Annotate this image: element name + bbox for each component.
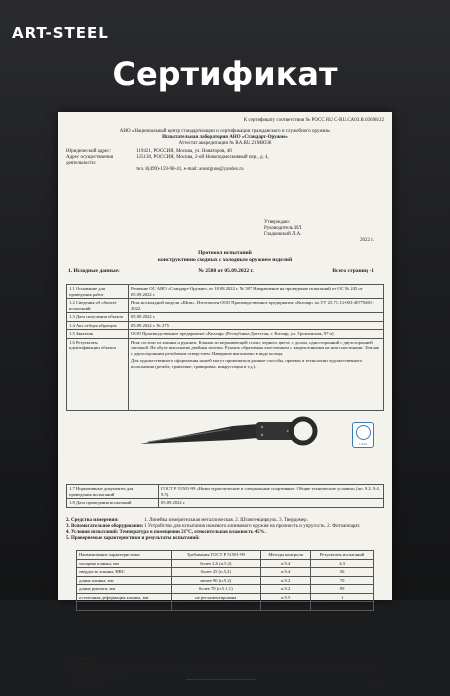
results-cell: п.9.4 xyxy=(260,568,310,577)
row-identification-label: 1.6 Результаты идентификации объекта xyxy=(67,338,129,410)
section-1-title: 1. Исходные данные: xyxy=(68,268,120,274)
row-identification-note: Для художественного оформления ножей могут применяться разные способы, приемы и технологии художественного исполнения (резьба, травление, гравировка, инкрустация и т.д.). xyxy=(131,358,363,369)
results-cell: более 25 (п.5.2) xyxy=(171,568,260,577)
results-cell: длина клинка менее 90 мм (п.5.2) xyxy=(171,602,260,611)
results-heading: 5. Проверяемые характеристики и результаты испытаний: xyxy=(66,536,200,541)
results-col-header: Результаты испытаний xyxy=(311,551,374,560)
table-row xyxy=(77,593,374,602)
tester-label: Испытания провел xyxy=(66,684,106,689)
results-cell: не регламентирована xyxy=(171,593,260,602)
aux-equipment-label: 3. Вспомогательное оборудование: xyxy=(66,524,144,529)
approve-label: Утверждаю: xyxy=(264,220,291,225)
results-cell: п.9.2 xyxy=(260,585,310,594)
approval-block xyxy=(264,220,374,244)
protocol-title xyxy=(58,250,392,263)
results-cell: 99 xyxy=(311,585,374,594)
standards-table xyxy=(66,484,384,508)
results-cell: 56 xyxy=(311,568,374,577)
test-conditions: 4. Условия испытаний: Температура в помещении 21°С, относительная влажность 45%. xyxy=(66,530,266,535)
results-cell: соответствует xyxy=(311,602,374,611)
tester-block xyxy=(355,684,384,696)
row-customer-label: 1.5 Заказчик xyxy=(67,330,129,339)
results-col-header: Наименование характеристики xyxy=(77,551,172,560)
legal-address-label: Юридический адрес: xyxy=(66,149,111,154)
results-cell: более 2,6 (п.5.2) xyxy=(171,559,260,568)
doc-org-name: АНО «Национальный центр стандартизации и сертификации гражданского и служебного оружия» xyxy=(119,129,331,134)
doc-annex: К сертификату соответствия № РОСС RU C-RU.CA03.B.03698/22 xyxy=(243,118,384,123)
results-cell: твердость клинка, HRC xyxy=(77,568,172,577)
doc-lab-name: Испытательная лаборатория АНО «Стандарт-Оружие» xyxy=(162,135,288,140)
results-cell: менее 90 (п.5.2) xyxy=(171,576,260,585)
legal-address: 119421, РОССИЯ, Москва, ул. Новаторов, 40 xyxy=(136,149,232,154)
row-sample-value: 05.09.2022 г. № 275 xyxy=(129,321,384,330)
table-row xyxy=(77,568,374,577)
results-table xyxy=(76,550,374,611)
approve-year: 2022 г. xyxy=(360,238,374,243)
results-cell: более 70 (п.5.1.1) xyxy=(171,585,260,594)
row-test-date-value: 05.09.2022 г. xyxy=(159,499,384,508)
results-cell: остаточная деформация клинка, мм xyxy=(77,593,172,602)
approve-role: Руководитель ИЛ xyxy=(264,226,302,231)
results-cell: длина клинка, мм xyxy=(77,576,172,585)
results-cell: длина рукояти, мм xyxy=(77,585,172,594)
table-row xyxy=(77,602,374,611)
results-cell: 1 xyxy=(311,593,374,602)
row-object-label: 1.2 Сведения об объекте испытаний xyxy=(67,299,129,313)
row-basis-label: 1.1 Основание для проведения работ xyxy=(67,285,129,299)
protocol-number: № 2588 от 05.09.2022 г. xyxy=(198,268,254,274)
results-cell: п.9.5 xyxy=(260,593,310,602)
activity-address-label: Адрес осуществления деятельности: xyxy=(66,155,114,166)
row-identification-cell xyxy=(129,338,384,410)
measuring-label: 2. Средства измерения: xyxy=(66,518,119,523)
results-cell: п.9.4 xyxy=(260,559,310,568)
measuring-text: 1. Линейка измерительная металлическая. 2. Штангенциркуль. 3. Твердомер. xyxy=(144,518,308,523)
results-cell: п.9.2 xyxy=(260,602,310,611)
row-sample-label: 1.4 Акт отбора образцов xyxy=(67,321,129,330)
row-basis-value: Решение ОС АНО «Стандарт-Оружие» от 18.08.2022 г. № 587 Направление на проведение испытаний от ОС № 245 от 05.09.2022 г. xyxy=(129,285,384,299)
equipment-section xyxy=(66,518,384,542)
row-standards-label: 1.7 Нормативные документы для проведения испытаний xyxy=(67,485,159,499)
eac-mark-icon xyxy=(352,422,374,448)
conclusion-label: Заключение: xyxy=(66,657,96,662)
activity-address: 125130, РОССИЯ, Москва, 2-ой Новоподмосковный пер., д. 4, xyxy=(136,155,269,160)
table-row xyxy=(77,585,374,594)
row-received-value: 05.09.2022 г. xyxy=(129,313,384,322)
tester-caption: подпись, фамилия xyxy=(354,690,384,694)
signature-row xyxy=(66,684,384,696)
row-received-label: 1.3 Дата получения объекта xyxy=(67,313,129,322)
row-object-value: Нож носкладной модели «Шип». Изготовлен ООО Производственное предприятие «Кизляр» по ТУ 25.71.13-003-40779401-2022. xyxy=(129,299,384,313)
aux-equipment-text: 1 Устройство для испытания ножевого клинкового оружия на прочность и упругость. 2. Фотоаппарат. xyxy=(144,524,361,529)
results-cell: толщина клинка, мм xyxy=(77,559,172,568)
doc-accreditation: Аттестат аккредитации № RA.RU.21МЮ38 xyxy=(178,141,272,146)
protocol-heading: Протокол испытаний xyxy=(198,250,252,256)
contact-phone: тел. 8(499)-159-98-41, e-mail: anostguns@yandex.ru xyxy=(136,167,244,172)
conclusion-text: Представленный нож является конструктивно сходным с холодным клинковым оружием изделием - ножом специальным спортивным метательным. Результаты испытаний распространяются на нож модели «Шип», серийно выпускаемый ООО Производственное объединение «Кизляр» по ТУ 25.71.13-003-40779401-2022. xyxy=(66,663,383,680)
table-row xyxy=(77,576,374,585)
results-header-row xyxy=(77,551,374,560)
results-cell: 4,3 xyxy=(311,559,374,568)
table-row xyxy=(77,559,374,568)
protocol-number-row xyxy=(68,268,374,275)
results-cell: конструкция изделия xyxy=(77,602,172,611)
source-data-table xyxy=(66,284,384,411)
row-customer-value: ООО Производственное предприятие «Кизляр» (Республика Дагестан, г. Кизляр, ул. Грозненская, 97-а) xyxy=(129,330,384,339)
knife-image xyxy=(138,402,318,462)
certificate-document xyxy=(58,112,392,694)
row-identification-value: Нож состоит из клинка и рукояти. Клинок из нержавеющей стали, черного цвета, с долом, односторонний с двухсторонней заточкой. На обухе выполнена двойная заточка. Рукоять образована хвостовиком с закрепленными на нем пластинами. Темляк с двухсторонним резьбовым отверстием. Навершие выполнено в виде кольца. xyxy=(131,339,379,356)
page-count: Всего страниц -1 xyxy=(332,268,374,274)
signature-line xyxy=(186,668,256,680)
results-col-header: Требования ГОСТ Р 51501-99 xyxy=(171,551,260,560)
row-standards-value: ГОСТ Р 51501-99 «Ножи туристические и специальные спортивные. Общие технические условия» (пп. 9.2, 9.4, 9.5) xyxy=(159,485,384,499)
approve-name: Гладковский Л.А. xyxy=(264,232,302,237)
page-title: Сертификат xyxy=(112,55,338,93)
eac-mark-code: CA03 xyxy=(358,441,368,446)
tester-name: Б.З.Сагдиев xyxy=(358,684,384,689)
results-cell: 70 xyxy=(311,576,374,585)
protocol-subject: конструктивно сходных с холодным оружием изделий xyxy=(157,256,293,263)
brand-logo: ART-STEEL xyxy=(12,24,109,42)
results-col-header: Методы контроля xyxy=(260,551,310,560)
results-cell: п.9.2 xyxy=(260,576,310,585)
row-test-date-label: 1.8 Дата проведения испытаний xyxy=(67,499,159,508)
